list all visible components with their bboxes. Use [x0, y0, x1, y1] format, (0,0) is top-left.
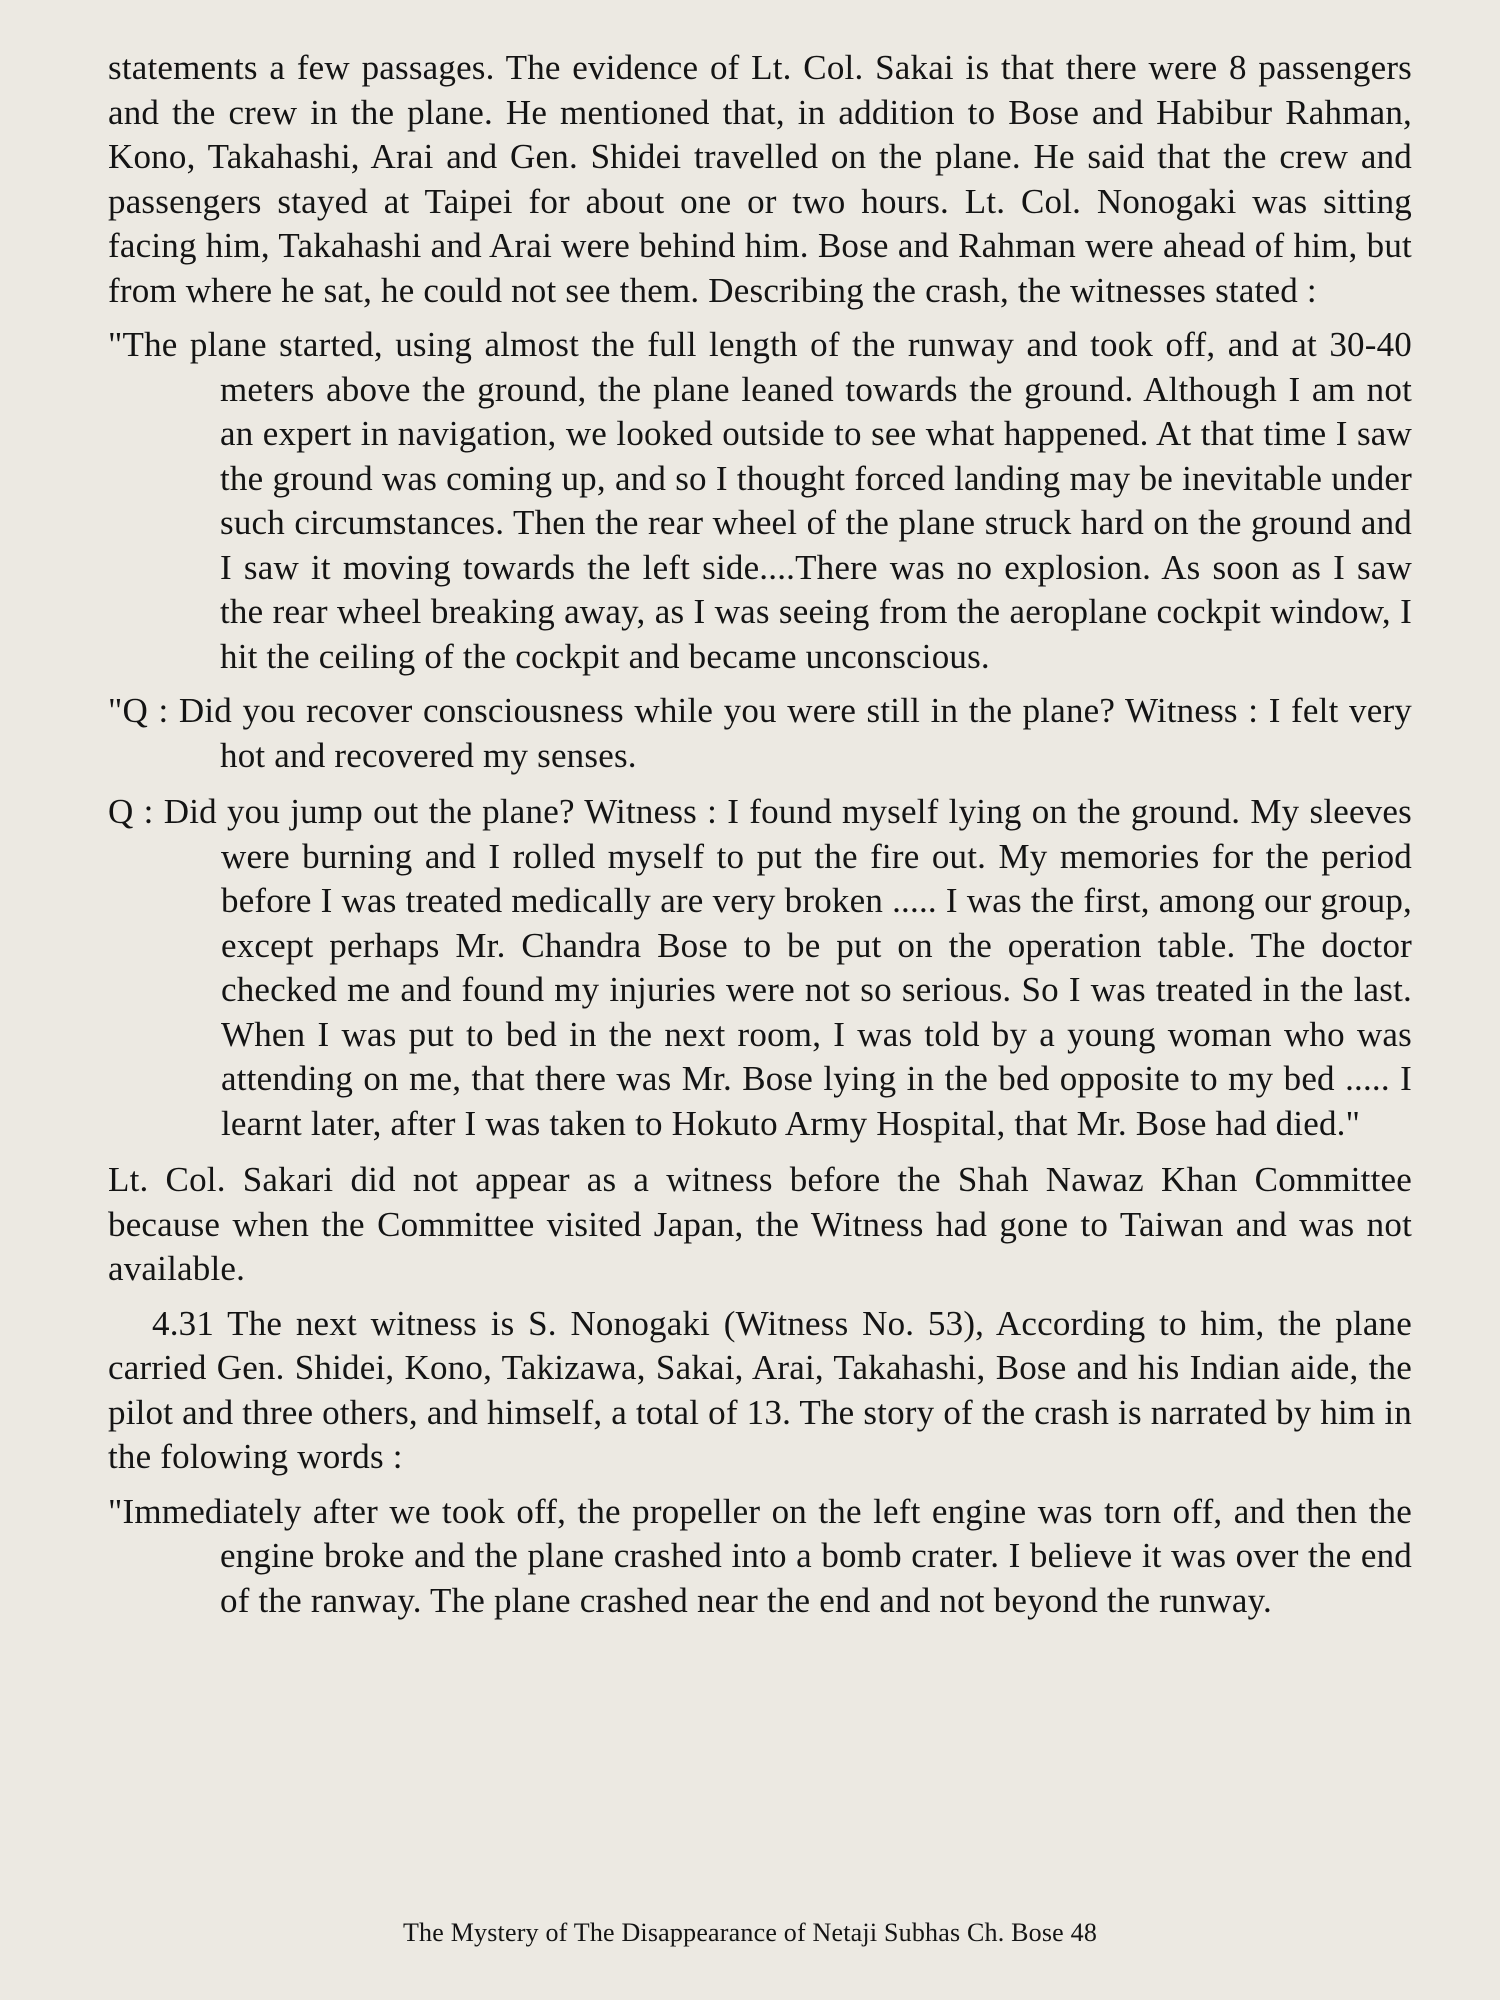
paragraph-4-31: 4.31 The next witness is S. Nonogaki (Witness No. 53), According to him, the plane carried Gen. Shidei, Kono, Takizawa, Sakai, Arai, Takahashi, Bose and his Indian aide, the pilot and three others, and himself, a total of 13. The story of the crash is narrated by him in the folowing words :: [108, 1303, 1412, 1476]
paragraph-sakari-not-witness: Lt. Col. Sakari did not appear as a witness before the Shah Nawaz Khan Committee because when the Committee visited Japan, the Witness had gone to Taiwan and was not available.: [108, 1160, 1412, 1288]
qa-recover-consciousness: "Q : Did you recover consciousness while you were still in the plane? Witness : I felt very hot and recovered my senses.: [108, 691, 1412, 775]
page-footer: The Mystery of The Disappearance of Netaji Subhas Ch. Bose 48: [402, 1918, 1098, 1947]
document-page: [108, 46, 1412, 1623]
quote-nonogaki-crash: "Immediately after we took off, the propeller on the left engine was torn off, and then the engine broke and the plane crashed into a bomb crater. I believe it was over the end of the ranway. The plane crashed near the end and not beyond the runway.: [108, 1491, 1412, 1620]
paragraph-sakai-evidence: statements a few passages. The evidence of Lt. Col. Sakai is that there were 8 passengers and the crew in the plane. He mentioned that, in addition to Bose and Habibur Rahman, Kono, Takahashi, Arai and Gen. Shidei travelled on the plane. He said that the crew and passengers stayed at Taipei for about one or two hours. Lt. Col. Nonogaki was sitting facing him, Takahashi and Arai were behind him. Bose and Rahman were ahead of him, but from where he sat, he could not see them. Describing the crash, the witnesses stated :: [108, 48, 1412, 310]
qa-jump-out: Q : Did you jump out the plane? Witness : I found myself lying on the ground. My sleeves were burning and I rolled myself to put the fire out. My memories for the period before I was treated medically are very broken ..... I was the first, among our group, except perhaps Mr. Chandra Bose to be put on the operation table. The doctor checked me and found my injuries were not so serious. So I was treated in the last. When I was put to bed in the next room, I was told by a young woman who was attending on me, that there was Mr. Bose lying in the bed opposite to my bed ..... I learnt later, after I was taken to Hokuto Army Hospital, that Mr. Bose had died.": [108, 792, 1412, 1143]
quote-crash-description: "The plane started, using almost the full length of the runway and took off, and at 30-40 meters above the ground, the plane leaned towards the ground. Although I am not an expert in navigation, we looked outside to see what happened. At that time I saw the ground was coming up, and so I thought forced landing may be inevitable under such circumstances. Then the rear wheel of the plane struck hard on the ground and I saw it moving towards the left side....There was no explosion. As soon as I saw the rear wheel breaking away, as I was seeing from the aeroplane cockpit window, I hit the ceiling of the cockpit and became unconscious.: [108, 325, 1412, 676]
